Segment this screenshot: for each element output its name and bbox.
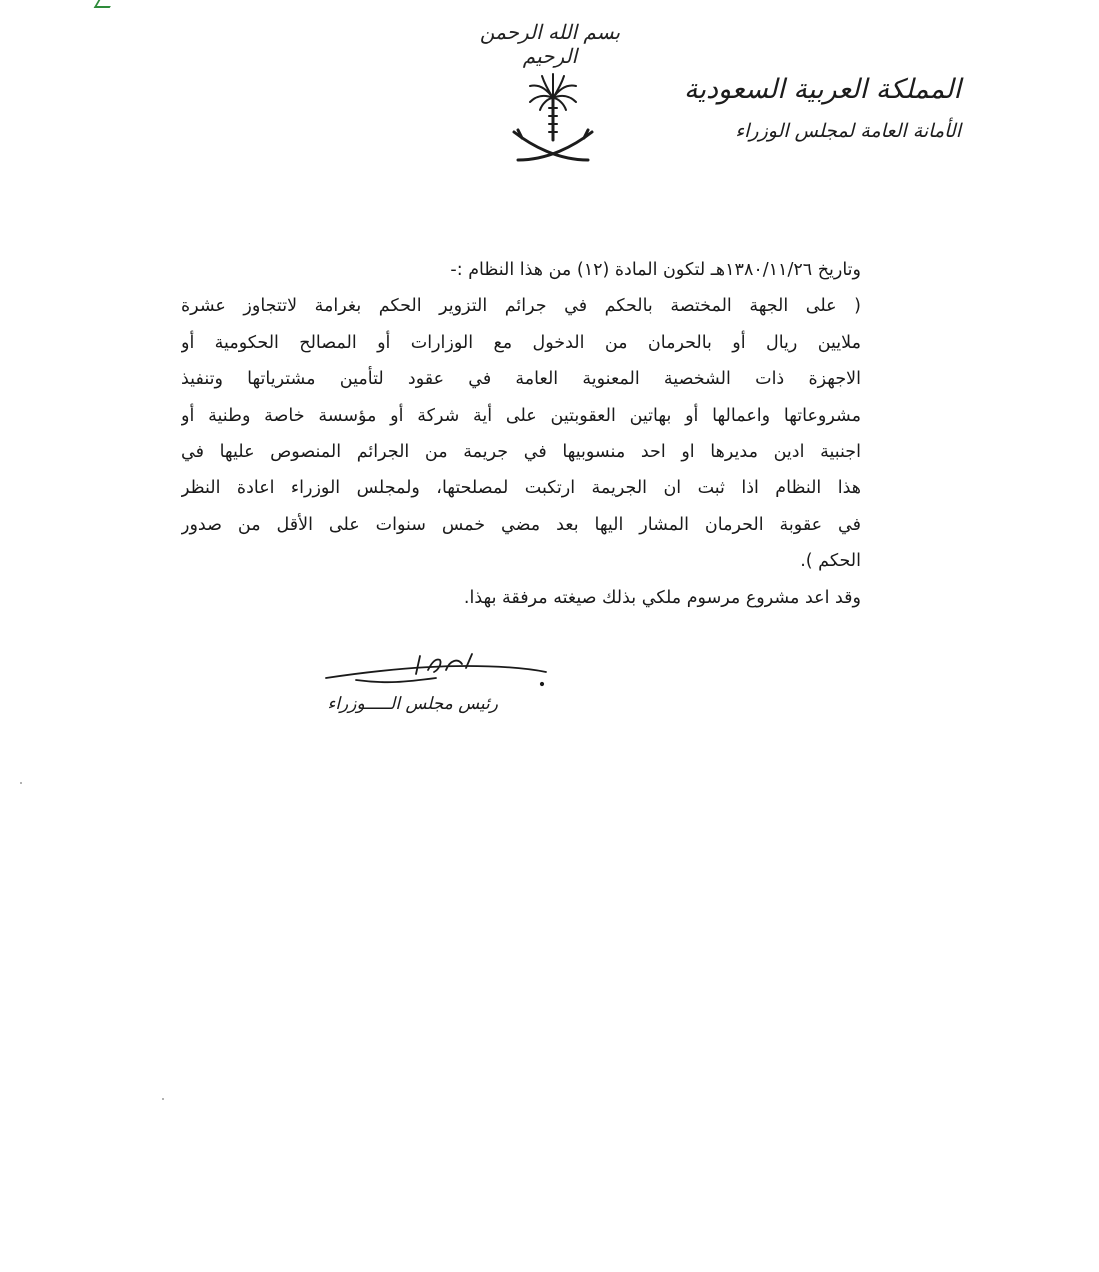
article-line: في عقوبة الحرمان المشار اليها بعد مضي خمس سنوات على الأقل من صدور xyxy=(181,514,861,535)
article-line: هذا النظام اذا ثبت ان الجريمة ارتكبت لمصلحتها، ولمجلس الوزراء اعادة النظر xyxy=(181,478,861,499)
article-line: اجنبية ادين مديرها او احد منسوبيها في جريمة من الجرائم المنصوص عليها في xyxy=(181,441,861,462)
article-line: ملايين ريال أو بالحرمان من الدخول مع الوزارات أو المصالح الحكومية أو xyxy=(181,332,861,353)
article-line: الاجهزة ذات الشخصية المعنوية العامة في عقود لتأمين مشترياتها وتنفيذ xyxy=(181,369,861,390)
scan-speck xyxy=(162,1098,164,1100)
article-line: الحكم ). xyxy=(800,551,861,572)
document-body xyxy=(181,252,861,616)
closing-line: وقد اعد مشروع مرسوم ملكي بذلك صيغته مرفقة بهذا. xyxy=(463,587,861,608)
signature-block xyxy=(296,650,556,730)
emblem-icon xyxy=(508,68,598,178)
corner-mark xyxy=(94,0,115,8)
article-line: ( على الجهة المختصة بالحكم في جرائم التزوير الحكم بغرامة لاتتجاوز عشرة xyxy=(181,296,861,317)
letterhead xyxy=(661,74,961,142)
basmala: بسم الله الرحمن الرحيم xyxy=(479,20,621,68)
secretariat-name: الأمانة العامة لمجلس الوزراء xyxy=(735,120,961,143)
kingdom-name: المملكة العربية السعودية xyxy=(683,74,961,105)
signature-title: رئيس مجلس الـــــوزراء xyxy=(327,694,498,714)
signature-icon xyxy=(296,650,556,700)
intro-line: وتاريخ ١٣٨٠/١١/٢٦هـ لتكون المادة (١٢) من هذا النظام :- xyxy=(450,260,861,280)
article-line: مشروعاتها واعمالها أو بهاتين العقوبتين على أية شركة أو مؤسسة خاصة وطنية أو xyxy=(181,405,861,426)
scan-speck xyxy=(20,782,22,784)
